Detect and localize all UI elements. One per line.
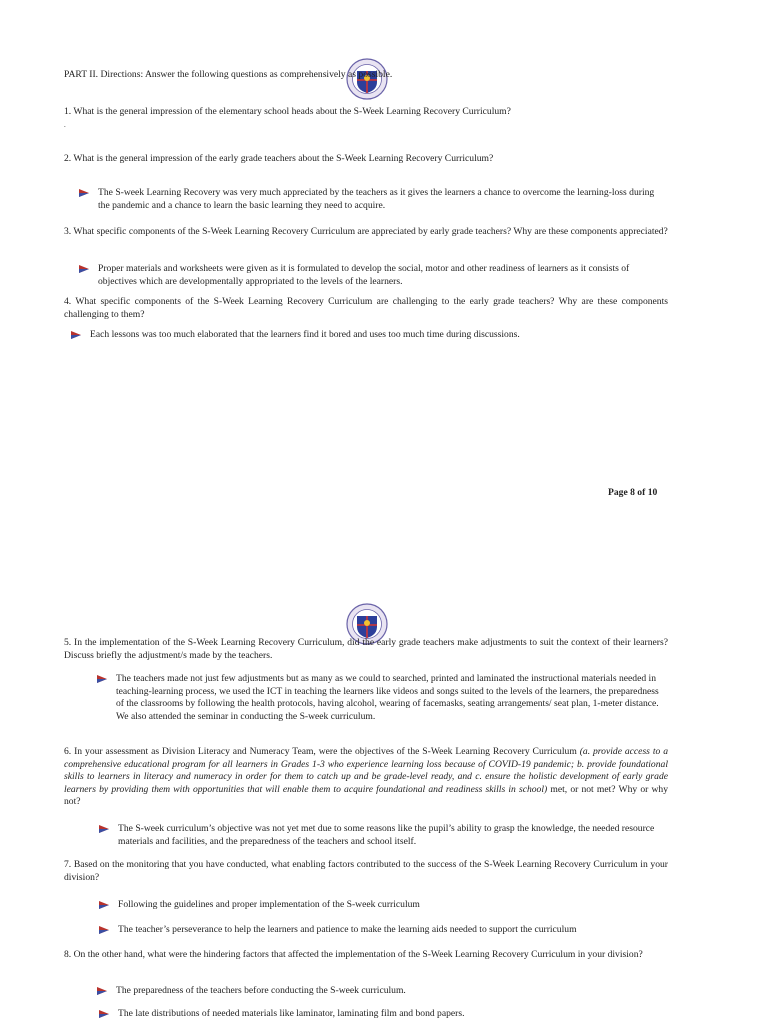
part-directions: PART II. Directions: Answer the following questions as comprehensively as possible. [64,69,393,80]
question-7: 7. Based on the monitoring that you have conducted, what enabling factors contributed to the success of the S-Week Learning Recovery Curriculum in your division? [64,859,668,883]
answer-8-item-1-text: The preparedness of the teachers before conducting the S-week curriculum. [116,985,406,996]
page-number: Page 8 of 10 [608,487,658,498]
arrow-bullet-icon [98,900,110,910]
answer-8-item-2-text: The late distributions of needed materials like laminator, laminating film and bond papers. [118,1008,465,1019]
answer-5 [116,673,661,723]
arrow-bullet-icon [98,824,110,834]
question-3: 3. What specific components of the S-Week Learning Recovery Curriculum are appreciated by early grade teachers? Why are these components appreciated? [64,226,668,237]
question-2: 2. What is the general impression of the early grade teachers about the S-Week Learning Recovery Curriculum? [64,153,494,164]
answer-2 [98,187,658,212]
answer-6 [118,823,661,848]
question-5: 5. In the implementation of the S-Week Learning Recovery Curriculum, did the early grade teachers make adjustments to suit the context of their learners? Discuss briefly the adjustment/s made by the teachers. [64,637,668,661]
question-1: 1. What is the general impression of the elementary school heads about the S-Week Learning Recovery Curriculum? [64,106,511,117]
answer-6-text: The S-week curriculum’s objective was not yet met due to some reasons like the pupil’s ability to grasp the knowledge, the needed resource materials and facilities, and the preparedness of the teachers and school itself. [118,823,655,847]
answer-7-item-1 [118,899,658,912]
question-6-objectives: (a. provide access to a comprehensive educational program for all learners in Grades 1-3 who experience learning loss because of COVID-19 pandemic; b. provide foundational skills to learners in literacy and numeracy in order for them to catch up and be grade-level ready, and c. ensure the holistic development of early grade learners by providing them with opportunities that will enable them to acquire foundational and readiness skills in school) [64,746,668,795]
answer-2-text: The S-week Learning Recovery was very much appreciated by the teachers as it gives the learners a chance to overcome the learning-loss during the pandemic and a chance to learn the basic learning they need to acquire. [98,187,655,211]
answer-5-text: The teachers made not just few adjustments but as many as we could to searched, printed and laminated the instructional materials needed in teaching-learning process, we used the ICT in teaching the learners like videos and songs suited to the levels of the learners, the preparedness of the classrooms by following the health protocols, having alcohol, wearing of facemasks, seating arrangements/ seat plan, 1-meter distance. We also attended the seminar in conducting the S-week curriculum. [116,673,659,722]
question-4: 4. What specific components of the S-Week Learning Recovery Curriculum are challenging to the early grade teachers? Why are these components challenging to them? [64,296,668,320]
arrow-bullet-icon [96,674,108,684]
arrow-bullet-icon [98,925,110,935]
arrow-bullet-icon [78,264,90,274]
arrow-bullet-icon [78,188,90,198]
question-6-lead: 6. In your assessment as Division Literacy and Numeracy Team, were the objectives of the S-Week Learning Recovery Curriculum [64,746,580,757]
answer-8-item-2 [118,1008,658,1021]
stray-dot: . [64,121,66,129]
answer-8-item-1 [116,985,656,998]
answer-3 [98,263,658,288]
answer-4 [90,329,660,342]
answer-7-item-1-text: Following the guidelines and proper implementation of the S-week curriculum [118,899,420,910]
answer-7-item-2-text: The teacher’s perseverance to help the learners and patience to make the learning aids needed to support the curriculum [118,924,577,935]
question-6-tail: met, or not met? Why or why not? [64,783,668,808]
arrow-bullet-icon [96,986,108,996]
answer-3-text: Proper materials and worksheets were given as it is formulated to develop the social, motor and other readiness of learners as it consists of objectives which are developmentally appropriated to the levels of the learners. [98,263,630,287]
arrow-bullet-icon [70,330,82,340]
answer-4-text: Each lessons was too much elaborated that the learners find it bored and uses too much time during discussions. [90,329,520,340]
question-6 [64,746,668,809]
arrow-bullet-icon [98,1009,110,1019]
answer-7-item-2 [118,924,658,937]
question-8: 8. On the other hand, what were the hindering factors that affected the implementation of the S-Week Learning Recovery Curriculum in your division? [64,949,643,960]
